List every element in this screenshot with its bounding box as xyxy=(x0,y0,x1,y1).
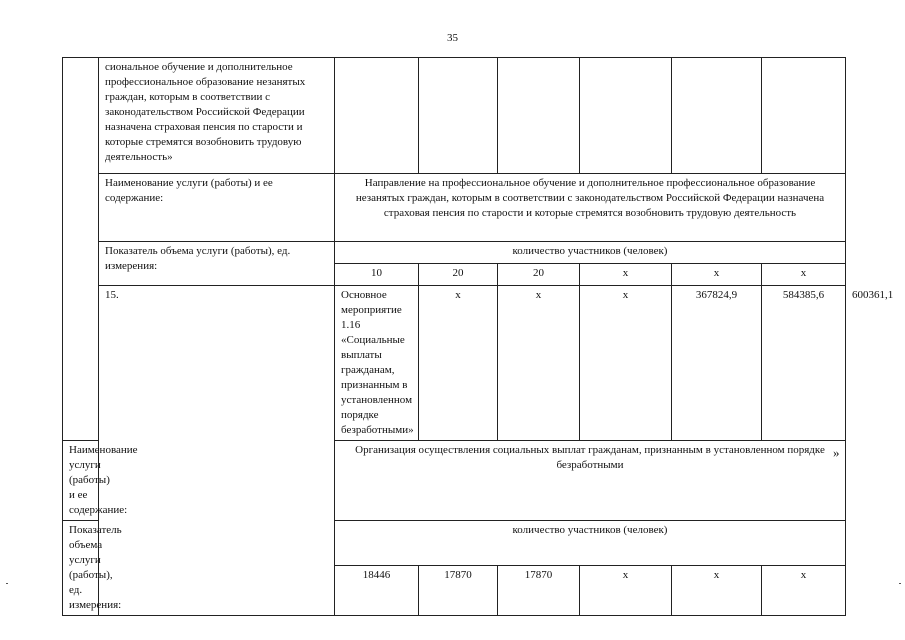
service-name-value-15: Организация осуществления социальных выплат гражданам, признанным в установленном порядке безработными xyxy=(335,441,846,521)
service-name-label: Наименование услуги (работы) и ее содержание: xyxy=(99,174,335,242)
event-title-15: Основное мероприятие 1.16 «Социальные выплаты гражданам, признанным в установленном порядке безработными» xyxy=(335,286,419,441)
empty-cell xyxy=(672,58,762,174)
empty-cell xyxy=(762,58,846,174)
empty-cell xyxy=(580,58,672,174)
continued-row xyxy=(63,58,846,174)
volume-value-cell: 18446 xyxy=(335,566,419,616)
event-value-cell: x xyxy=(580,286,672,441)
continued-event-text: сиональное обучение и дополнительное профессиональное образование незанятых граждан, которым в соответствии с законодательством Российской Федерации назначена страховая пенсия по старости и которые стремятся возобновить трудовую деятельность» xyxy=(99,58,335,174)
volume-value-cell: x xyxy=(580,264,672,286)
volume-value-cell: 20 xyxy=(419,264,498,286)
event-value-cell: x xyxy=(498,286,580,441)
volume-value-cell: x xyxy=(580,566,672,616)
volume-value-cell: x xyxy=(762,264,846,286)
volume-value-cell: 20 xyxy=(498,264,580,286)
row-number-cell xyxy=(63,58,99,441)
service-name-row xyxy=(63,174,846,242)
row-number-15: 15. xyxy=(99,286,335,616)
service-name-value: Направление на профессиональное обучение и дополнительное профессиональное образование незанятых граждан, которым в соответствии с законодательством Российской Федерации назначена страховая пенсия по старости и которые стремятся возобновить трудовую деятельность xyxy=(335,174,846,242)
volume-value-cell: x xyxy=(762,566,846,616)
empty-cell xyxy=(498,58,580,174)
volume-unit: количество участников (человек) xyxy=(335,242,846,264)
empty-cell xyxy=(419,58,498,174)
volume-value-cell: 10 xyxy=(335,264,419,286)
volume-label-15: Показатель объема услуги (работы), ед. измерения: xyxy=(63,521,99,616)
empty-cell xyxy=(335,58,419,174)
volume-value-cell: x xyxy=(672,264,762,286)
volume-value-cell: 17870 xyxy=(498,566,580,616)
volume-value-cell: 17870 xyxy=(419,566,498,616)
volume-row xyxy=(63,242,846,264)
program-table xyxy=(62,57,894,616)
event-value-cell: 584385,6 xyxy=(762,286,846,441)
event-row-15: 15. Основное мероприятие 1.16 «Социальные выплаты гражданам, признанным в установленном порядке безработными» x x x 367824,9 584385,6 600361,1 xyxy=(63,286,846,441)
service-name-label-15: Наименование услуги (работы) и ее содержание: xyxy=(63,441,99,521)
closing-quote-mark: » xyxy=(833,445,840,460)
event-value-cell: 367824,9 xyxy=(672,286,762,441)
event-value-cell: x xyxy=(419,286,498,441)
volume-unit-15: количество участников (человек) xyxy=(335,521,846,566)
scan-mark xyxy=(899,583,901,584)
scan-mark xyxy=(6,583,8,584)
volume-label: Показатель объема услуги (работы), ед. измерения: xyxy=(99,242,335,286)
volume-value-cell: x xyxy=(672,566,762,616)
page-number: 35 xyxy=(447,32,458,44)
